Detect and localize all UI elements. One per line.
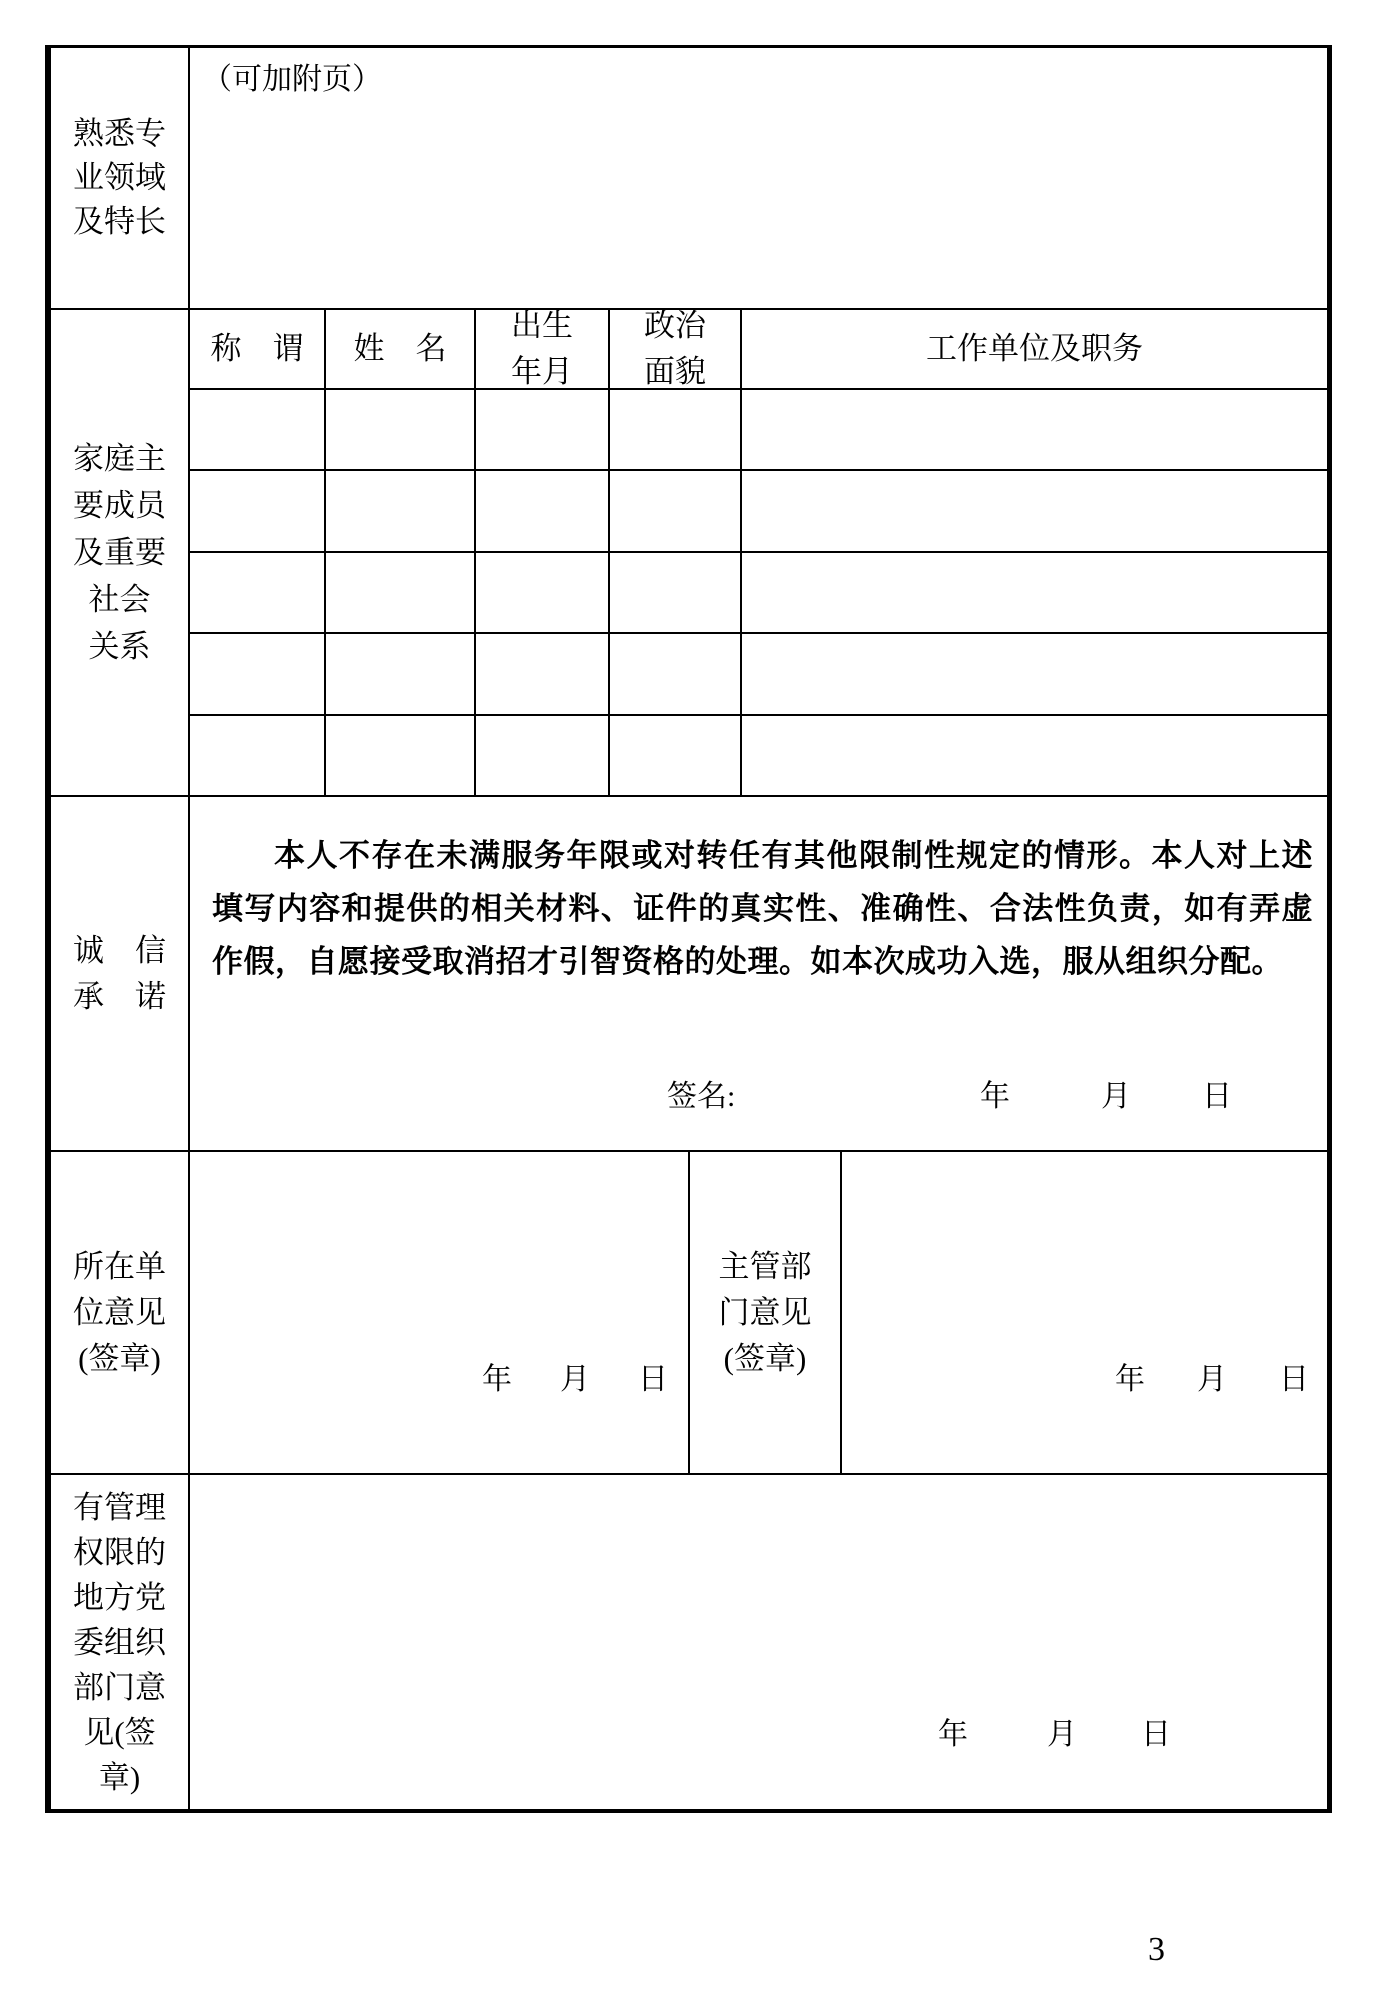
- empty-cell-political-status: [610, 716, 742, 795]
- family-label: [51, 310, 190, 795]
- family-label-line: 关系: [88, 629, 151, 664]
- empty-cell-political-status: [610, 390, 742, 469]
- family-empty-row: [190, 716, 1327, 795]
- expertise-label: [51, 48, 190, 308]
- family-empty-row: [190, 471, 1327, 552]
- unit-opinion-label: [51, 1152, 190, 1473]
- signature-day-label: 日: [1202, 1080, 1232, 1113]
- empty-cell-birthdate: [476, 553, 610, 632]
- empty-cell-work-unit: [742, 390, 1327, 469]
- family-empty-row: [190, 553, 1327, 634]
- empty-cell-birthdate: [476, 390, 610, 469]
- empty-cell-political-status: [610, 634, 742, 713]
- empty-cell-political-status: [610, 471, 742, 550]
- family-table-header: [190, 310, 1327, 390]
- family-label-line: 社会: [88, 582, 151, 617]
- column-header-political-status: [610, 310, 742, 388]
- column-header-name: [326, 310, 476, 388]
- row-org-opinion: [51, 1475, 1327, 1809]
- dept-opinion-label: [690, 1152, 842, 1473]
- page-number: 3: [1148, 1931, 1165, 1968]
- month-label: 月: [1197, 1363, 1227, 1396]
- empty-cell-name: [326, 390, 476, 469]
- day-label: 日: [1279, 1363, 1309, 1396]
- empty-cell-relation: [190, 634, 326, 713]
- column-header-text: 政治: [644, 308, 706, 343]
- column-header-birthdate: [476, 310, 610, 388]
- column-header-text: 面貌: [644, 354, 706, 389]
- expertise-label-line: 及特长: [73, 204, 166, 239]
- org-opinion-label-line: 见(签: [83, 1714, 156, 1750]
- year-label: 年: [482, 1363, 512, 1396]
- empty-cell-relation: [190, 716, 326, 795]
- family-empty-row: [190, 634, 1327, 715]
- org-opinion-label-line: 地方党: [73, 1579, 166, 1615]
- dept-opinion-label-line: (签章): [723, 1340, 807, 1376]
- empty-cell-relation: [190, 471, 326, 550]
- dept-opinion-date: [1115, 1365, 1309, 1395]
- empty-cell-birthdate: [476, 716, 610, 795]
- unit-opinion-date: [482, 1365, 668, 1395]
- column-header-text: 称 谓: [210, 331, 304, 366]
- family-label-line: 及重要: [73, 535, 166, 570]
- empty-cell-work-unit: [742, 716, 1327, 795]
- empty-cell-work-unit: [742, 634, 1327, 713]
- column-header-text: 姓 名: [353, 331, 447, 366]
- day-label: 日: [638, 1363, 668, 1396]
- column-header-text: 工作单位及职务: [926, 331, 1143, 366]
- year-label: 年: [938, 1718, 968, 1751]
- signature-year-label: 年: [980, 1080, 1010, 1113]
- empty-cell-name: [326, 471, 476, 550]
- empty-cell-name: [326, 716, 476, 795]
- empty-cell-name: [326, 634, 476, 713]
- family-label-line: 要成员: [73, 488, 166, 523]
- pledge-label-line: 诚 信: [73, 932, 166, 968]
- month-label: 月: [560, 1363, 590, 1396]
- family-empty-row: [190, 390, 1327, 471]
- attach-page-note: （可加附页）: [202, 63, 382, 96]
- org-opinion-cell: [190, 1475, 1327, 1809]
- unit-opinion-label-line: 所在单: [73, 1248, 166, 1284]
- pledge-label-line: 承 诺: [73, 978, 166, 1014]
- expertise-label-line: 熟悉专: [73, 116, 166, 151]
- empty-cell-relation: [190, 390, 326, 469]
- org-opinion-label-line: 权限的: [73, 1534, 166, 1570]
- day-label: 日: [1141, 1718, 1171, 1751]
- org-opinion-label-line: 部门意: [73, 1669, 166, 1705]
- unit-opinion-label-line: (签章): [78, 1340, 161, 1376]
- row-opinions: [51, 1152, 1327, 1475]
- empty-cell-relation: [190, 553, 326, 632]
- dept-opinion-cell: [842, 1152, 1327, 1473]
- application-form-table: [45, 45, 1332, 1813]
- column-header-text: 出生: [511, 308, 573, 343]
- dept-opinion-label-line: 主管部: [718, 1248, 812, 1284]
- empty-cell-birthdate: [476, 471, 610, 550]
- pledge-label: [51, 797, 190, 1150]
- family-label-line: 家庭主: [73, 441, 166, 476]
- org-opinion-label: [51, 1475, 190, 1809]
- empty-cell-political-status: [610, 553, 742, 632]
- column-header-relation: [190, 310, 326, 388]
- family-table: [190, 310, 1327, 795]
- column-header-work-unit: [742, 310, 1327, 388]
- empty-cell-name: [326, 553, 476, 632]
- row-family-members: [51, 310, 1327, 797]
- org-opinion-label-line: 委组织: [73, 1624, 166, 1660]
- year-label: 年: [1115, 1363, 1145, 1396]
- dept-opinion-label-line: 门意见: [718, 1294, 812, 1330]
- expertise-content-cell: [190, 48, 1327, 308]
- unit-opinion-cell: [190, 1152, 690, 1473]
- empty-cell-work-unit: [742, 553, 1327, 632]
- pledge-statement: 本人不存在未满服务年限或对转任有其他限制性规定的情形。本人对上述填写内容和提供的相关材料、证件的真实性、准确性、合法性负责，如有弄虚作假，自愿接受取消招才引智资格的处理。如本次成功入选，服从组织分配。: [212, 838, 1313, 979]
- column-header-text: 年月: [511, 354, 573, 389]
- signature-label: 签名:: [667, 1080, 736, 1113]
- pledge-content-cell: [190, 797, 1327, 1150]
- org-opinion-label-line: 有管理: [73, 1489, 166, 1525]
- org-opinion-date: [938, 1720, 1171, 1750]
- expertise-label-line: 业领域: [73, 160, 166, 195]
- row-expertise: [51, 48, 1327, 310]
- empty-cell-birthdate: [476, 634, 610, 713]
- empty-cell-work-unit: [742, 471, 1327, 550]
- row-integrity-pledge: [51, 797, 1327, 1152]
- month-label: 月: [1047, 1718, 1077, 1751]
- signature-month-label: 月: [1101, 1080, 1131, 1113]
- org-opinion-label-line: 章): [98, 1759, 141, 1795]
- unit-opinion-label-line: 位意见: [73, 1294, 166, 1330]
